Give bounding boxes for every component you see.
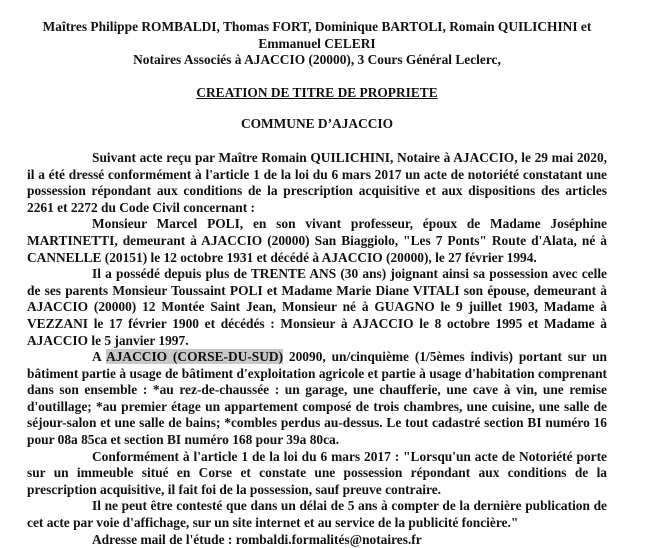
paragraph-deed: Suivant acte reçu par Maître Romain QUILICHINI, Notaire à AJACCIO, le 29 mai 2020, il a été dressé conformément à l'article 1 de la loi du 6 mars 2017 un acte de notoriété constatant une possession répondant aux conditions de la prescription acquisitive et aux dispositions des articles 2261 et 2272 du Code Civil concernant :: [27, 149, 607, 215]
notice-body: [27, 150, 607, 548]
paragraph-property: [27, 349, 607, 449]
notary-names: Maîtres Philippe ROMBALDI, Thomas FORT, Dominique BARTOLI, Romain QUILICHINI et: [42, 19, 592, 34]
paragraph-contest-period: Il ne peut être contesté que dans un délai de 5 ans à compter de la dernière publication de cet acte par voie d'affichage, sur un site internet et au service de la publicité foncière.": [27, 498, 607, 531]
property-description: 20090, un/cinquième (1/5èmes indivis) portant sur un bâtiment partie à usage de bâtiment d'exploitation agricole et partie à usage d'habitation comprenant dans son ensemble : *au rez-de-chaussée : un garage, une chaufferie, une cave à vin, une remise d'outillage; *au premier étage un appartement composé de trois chambres, une cuisine, une salle de séjour-salon et une salle de bains; *combles perdus au-dessus. Le tout cadastré section BI numéro 16 pour 08a 85ca et section BI numéro 168 pour 39a 80ca.: [27, 349, 607, 448]
notary-header: [27, 19, 607, 69]
paragraph-possession: Il a possédé depuis plus de TRENTE ANS (30 ans) joignant ainsi sa possession avec celle de ses parents Monsieur Toussaint POLI et Madame Marie Diane VITALI son épouse, demeurant à AJACCIO (20000) 12 Montée Saint Jean, Monsieur né à GUAGNO le 9 juillet 1903, Madame à VEZZANI le 17 février 1900 et décédés : Monsieur à AJACCIO le 8 octobre 1995 et Madame à AJACCIO le 5 janvier 1997.: [27, 266, 607, 348]
paragraph-contact-email: Adresse mail de l'étude : rombaldi.formalités@notaires.fr: [92, 531, 422, 547]
legal-notice: [27, 19, 607, 548]
notary-names-continued: Emmanuel CELERI: [258, 35, 376, 51]
commune-heading: COMMUNE D’AJACCIO: [240, 116, 394, 132]
paragraph-owner: Monsieur Marcel POLI, en son vivant professeur, époux de Madame Joséphine MARTINETTI, demeurant à AJACCIO (20000) San Biaggiolo, "Les 7 Ponts" Route d'Alata, né à CANNELLE (20151) le 12 octobre 1931 et décédé à AJACCIO (20000), le 27 février 1994.: [27, 216, 607, 265]
property-prefix: A: [92, 349, 107, 365]
highlighted-location: AJACCIO (CORSE-DU-SUD): [106, 349, 284, 365]
notary-address: Notaires Associés à AJACCIO (20000), 3 Cours Général Leclerc,: [133, 52, 501, 68]
paragraph-law-quote: Conformément à l'article 1 de la loi du 6 mars 2017 : "Lorsqu'un acte de Notoriété porte sur un immeuble situé en Corse et constate une possession répondant aux conditions de la prescription acquisitive, il fait foi de la possession, sauf preuve contraire.: [27, 448, 607, 497]
notice-title: CREATION DE TITRE DE PROPRIETE: [196, 84, 438, 100]
